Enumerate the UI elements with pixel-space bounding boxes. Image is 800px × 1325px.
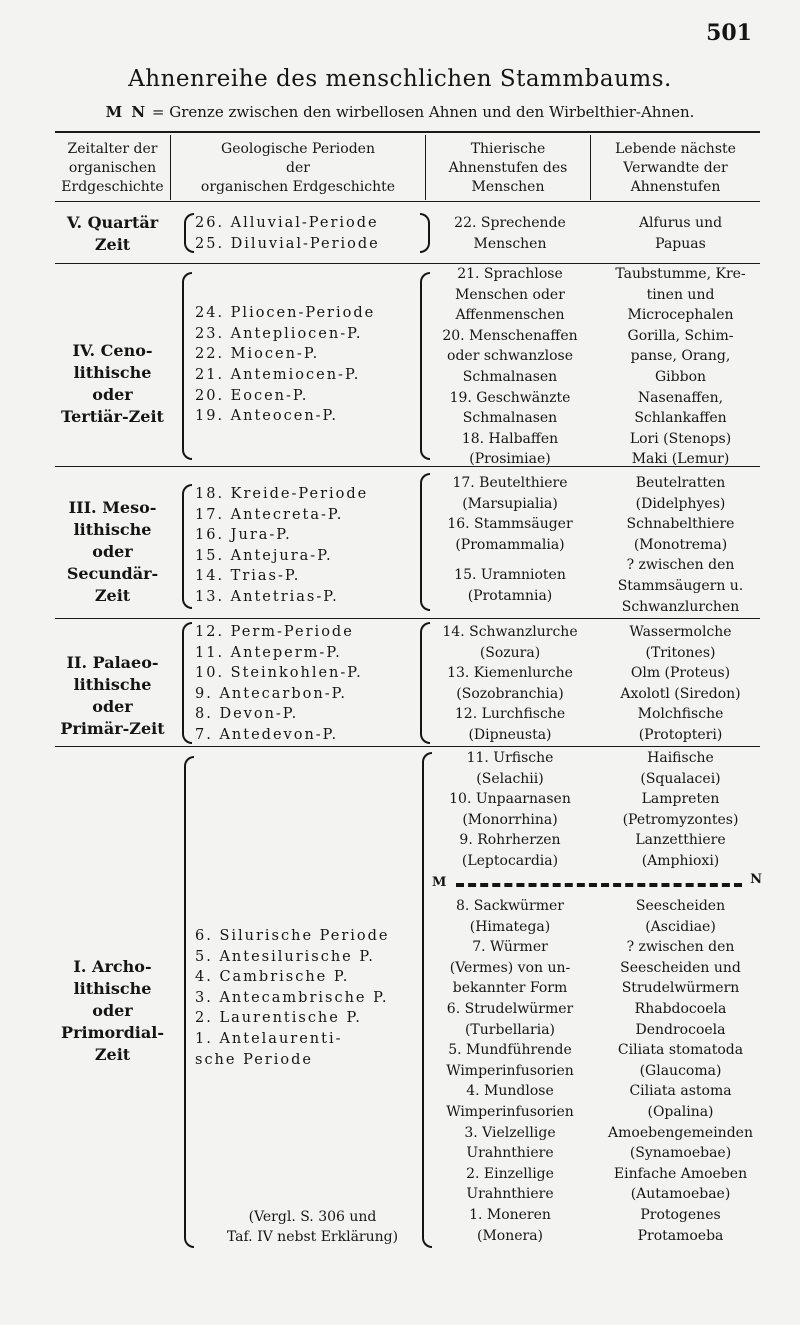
relatives-tertiaer <box>593 264 768 470</box>
subtitle-text: = Grenze zwischen den wirbellosen Ahnen und den Wirbelthier-Ahnen. <box>151 103 695 121</box>
relative-item: panse, Orang, <box>630 348 731 365</box>
relative-item: Haifische <box>647 750 714 766</box>
relative-item: Amoebengemeinden <box>608 1124 753 1141</box>
era-line: Zeit <box>94 586 131 605</box>
era-line: Zeit <box>94 235 131 254</box>
period-item: 7. Antedevon-P. <box>195 726 339 743</box>
relative-item: Seescheiden und <box>620 959 741 976</box>
relative-item: Alfurus und <box>638 215 723 231</box>
header-periods <box>171 140 425 197</box>
relative-item: Einfache Amoeben <box>613 1165 748 1182</box>
relatives-quartaer <box>593 213 768 254</box>
ancestor-item: (Protamnia) <box>467 587 553 604</box>
relatives-primordial-lower <box>593 896 768 1246</box>
relative-item: Protamoeba <box>637 1227 724 1244</box>
ancestor-item: 2. Einzellige <box>466 1165 554 1182</box>
ancestors-primaer <box>430 622 590 746</box>
page-number: 501 <box>706 20 752 46</box>
brace <box>182 622 192 744</box>
period-item: 16. Jura-P. <box>195 527 292 544</box>
era-line: IV. Ceno- <box>72 341 153 360</box>
ancestor-item: 6. Strudelwürmer <box>446 1000 574 1017</box>
relative-item: Taubstumme, Kre- <box>615 266 746 282</box>
period-item: sche Periode <box>195 1051 313 1068</box>
header-ancestors-line-3: Menschen <box>471 179 545 195</box>
relative-item: Beutelratten <box>635 475 726 491</box>
ancestor-item: Wimperinfusorien <box>446 1103 574 1120</box>
header-era <box>55 140 170 197</box>
periods-tertiaer <box>195 262 430 427</box>
period-item: 15. Antejura-P. <box>195 547 333 564</box>
era-line: II. Palaeo- <box>66 653 159 672</box>
era-line: III. Meso- <box>68 498 157 517</box>
period-item: 9. Antecarbon-P. <box>195 685 348 702</box>
relative-item: Dendrocoela <box>635 1021 726 1038</box>
period-item: 24. Pliocen-Periode <box>195 305 376 322</box>
header-relatives-line-2: Verwandte der <box>623 160 728 176</box>
ancestor-item: 17. Beutelthiere <box>452 475 568 491</box>
ancestor-item: (Prosimiae) <box>469 451 551 468</box>
ancestors-primordial-upper <box>430 748 590 872</box>
period-item: 22. Miocen-P. <box>195 346 320 363</box>
relatives-primordial-upper <box>593 748 768 872</box>
ancestors-quartaer <box>430 213 590 254</box>
header-relatives <box>591 140 760 197</box>
relative-item: Axolotl (Siredon) <box>620 685 741 702</box>
relative-item: Molchfische <box>637 706 724 723</box>
ancestor-item: (Himatega) <box>469 918 551 935</box>
ancestor-item: 3. Vielzellige <box>464 1124 556 1141</box>
header-ancestors-line-2: Ahnenstufen des <box>448 160 568 176</box>
era-line: lithische oder <box>73 675 152 716</box>
ancestor-item: Schmalnasen <box>462 410 558 427</box>
period-item: 26. Alluvial-Periode <box>195 215 379 231</box>
section-rule-4 <box>55 746 760 747</box>
ancestor-item: Urahnthiere <box>466 1145 554 1162</box>
ancestor-item: (Turbellaria) <box>464 1021 556 1038</box>
relative-item: Nasenaffen, <box>637 389 724 406</box>
ancestor-item: 8. Sackwürmer <box>455 898 564 914</box>
period-item: 14. Trias-P. <box>195 568 301 585</box>
period-item: 11. Anteperm-P. <box>195 644 342 661</box>
section-rule-3 <box>55 618 760 619</box>
header-relatives-line-3: Ahnenstufen <box>630 179 721 195</box>
brace <box>182 484 192 609</box>
period-item: 23. Antepliocen-P. <box>195 325 363 342</box>
ancestor-item: Urahnthiere <box>466 1186 554 1203</box>
page-title: Ahnenreihe des menschlichen Stammbaums. <box>128 66 672 92</box>
ancestor-item: 5. Mundführende <box>448 1042 572 1059</box>
period-item: 6. Silurische Periode <box>195 928 390 944</box>
ancestor-item: (Sozura) <box>479 644 541 661</box>
relatives-primaer <box>593 622 768 746</box>
header-rule <box>55 201 760 202</box>
era-tertiaer <box>55 340 170 428</box>
ancestor-item: 19. Geschwänzte <box>449 389 571 406</box>
brace <box>182 272 192 460</box>
ancestor-item: Menschen <box>473 235 547 252</box>
ancestor-item: bekannter Form <box>452 980 568 997</box>
ancestor-item: 20. Menschenaffen <box>442 327 578 344</box>
ancestor-item: oder schwanzlose <box>447 348 573 365</box>
era-line: Primordial- <box>61 1023 164 1042</box>
ancestor-item: (Sozobranchia) <box>456 685 564 702</box>
relative-item: Lampreten <box>641 791 720 808</box>
relative-item: (Synamoebae) <box>629 1145 732 1162</box>
ancestor-item: Menschen oder <box>455 286 565 303</box>
era-line: Tertiär-Zeit <box>61 407 164 426</box>
relative-item: Microcephalen <box>627 307 734 324</box>
period-item: 25. Diluvial-Periode <box>195 235 380 252</box>
ancestor-item: 16. Stammsäuger <box>447 516 573 533</box>
period-item <box>195 262 430 283</box>
ancestor-item: 12. Lurchfische <box>454 706 566 723</box>
relative-item: (Squalacei) <box>640 770 721 787</box>
relative-item: Wassermolche <box>629 624 732 640</box>
relative-item: (Tritones) <box>645 644 716 661</box>
period-item: 13. Antetrias-P. <box>195 588 339 605</box>
relative-item: Maki (Lemur) <box>631 451 730 468</box>
relative-item: Ciliata stomatoda <box>617 1042 744 1059</box>
header-periods-line-1: Geologische Perioden <box>221 141 375 157</box>
top-rule <box>55 131 760 133</box>
subtitle <box>0 103 800 121</box>
era-line: Zeit <box>94 1045 131 1064</box>
relative-item: Gorilla, Schim- <box>627 327 734 344</box>
ancestor-item: 11. Urfische <box>466 750 554 766</box>
spacer <box>430 555 590 565</box>
ancestor-item: 1. Moneren <box>469 1206 551 1223</box>
brace <box>420 272 430 460</box>
mn-dashed-rule <box>456 883 742 887</box>
ancestor-item: (Dipneusta) <box>468 726 552 743</box>
relative-item: (Petromyzontes) <box>622 811 739 828</box>
note-line: Taf. IV nebst Erklärung) <box>226 1229 399 1245</box>
relative-item: Protogenes <box>640 1206 721 1223</box>
period-item: 10. Steinkohlen-P. <box>195 665 363 682</box>
era-line: lithische oder <box>73 979 152 1020</box>
ancestor-item: 18. Halbaffen <box>461 430 559 447</box>
relative-item: Schlankaffen <box>634 410 727 427</box>
brace <box>420 213 430 253</box>
ancestor-item: 9. Rohrherzen <box>459 832 561 849</box>
era-line: I. Archo- <box>73 957 152 976</box>
header-periods-line-2: der <box>286 160 310 176</box>
ancestor-item: (Monorrhina) <box>462 811 558 828</box>
relative-item: (Opalina) <box>647 1103 714 1120</box>
relatives-secundaer <box>593 473 768 617</box>
ancestor-item: (Selachii) <box>476 770 544 787</box>
period-item: 17. Antecreta-P. <box>195 506 344 523</box>
note-line: (Vergl. S. 306 und <box>248 1209 377 1225</box>
relative-item: (Glaucoma) <box>639 1062 722 1079</box>
ancestor-item: 22. Sprechende <box>454 215 566 231</box>
relative-item: Stammsäugern u. <box>617 577 744 594</box>
period-item: 19. Anteocen-P. <box>195 408 338 425</box>
era-quartaer <box>55 212 170 256</box>
era-line: Secundär- <box>66 564 159 583</box>
period-item: 20. Eocen-P. <box>195 387 309 404</box>
mn-left-label: M <box>432 875 447 890</box>
ancestor-item: Affenmenschen <box>455 307 565 324</box>
period-item: 4. Cambrische P. <box>195 969 350 986</box>
period-item: 12. Perm-Periode <box>195 624 354 640</box>
relative-item: ? zwischen den <box>626 557 735 574</box>
period-item: 1. Antelaurenti- <box>195 1030 343 1047</box>
ancestor-item: (Leptocardia) <box>461 852 559 869</box>
ancestor-item: Schmalnasen <box>462 368 558 385</box>
header-era-line-2: organischen <box>68 160 157 176</box>
periods-quartaer <box>195 213 430 254</box>
header-relatives-line-1: Lebende nächste <box>615 141 736 157</box>
period-item: 8. Devon-P. <box>195 706 299 723</box>
era-line: V. Quartär <box>66 213 159 232</box>
relative-item: (Didelphyes) <box>635 495 726 512</box>
relative-item: Schwanzlurchen <box>621 598 740 615</box>
relative-item: (Ascidiae) <box>645 918 716 935</box>
period-item: 2. Laurentische P. <box>195 1010 362 1027</box>
header-era-line-1: Zeitalter der <box>67 141 158 157</box>
relative-item: tinen und <box>646 286 715 303</box>
era-line: lithische oder <box>73 363 152 404</box>
relative-item: Olm (Proteus) <box>630 665 731 682</box>
brace <box>420 622 430 744</box>
relative-item: Ciliata astoma <box>629 1083 732 1100</box>
ancestor-item: 4. Mundlose <box>466 1083 554 1100</box>
relative-item: Lori (Stenops) <box>629 430 732 447</box>
periods-secundaer <box>195 484 430 608</box>
periods-primaer <box>195 622 430 746</box>
relative-item: Gibbon <box>654 368 707 385</box>
era-secundaer <box>55 497 170 607</box>
ancestor-item: (Promammalia) <box>455 536 565 553</box>
relative-item: Schnabelthiere <box>626 516 735 533</box>
period-item <box>195 283 430 304</box>
header-periods-line-3: organischen Erdgeschichte <box>200 179 396 195</box>
header-ancestors-line-1: Thierische <box>470 141 546 157</box>
reference-note <box>195 1207 430 1247</box>
header-era-line-3: Erdgeschichte <box>61 179 164 195</box>
relative-item: (Autamoebae) <box>630 1186 731 1203</box>
mn-boundary-line <box>432 872 762 893</box>
brace <box>420 473 430 611</box>
era-primaer <box>55 652 170 740</box>
mn-label: M N <box>105 103 148 121</box>
brace <box>184 213 194 253</box>
era-line: lithische oder <box>73 520 152 561</box>
ancestor-item: (Vermes) von un- <box>449 959 571 976</box>
era-primordial <box>55 956 170 1066</box>
ancestor-item: Wimperinfusorien <box>446 1062 574 1079</box>
period-item: 3. Antecambrische P. <box>195 989 389 1006</box>
relative-item: (Protopteri) <box>638 726 723 743</box>
ancestor-item: 14. Schwanzlurche <box>442 624 578 640</box>
brace <box>184 756 194 1248</box>
period-item: 18. Kreide-Periode <box>195 486 369 502</box>
ancestors-tertiaer <box>430 264 590 470</box>
relative-item: Strudelwürmern <box>621 980 740 997</box>
relative-item: Rhabdocoela <box>634 1000 727 1017</box>
ancestor-item: 7. Würmer <box>472 939 548 956</box>
period-item: 21. Antemiocen-P. <box>195 366 361 383</box>
ancestor-item: (Monera) <box>476 1227 544 1244</box>
relative-item: Seescheiden <box>635 898 726 914</box>
relative-item: Lanzetthiere <box>635 832 726 849</box>
ancestors-primordial-lower <box>430 896 590 1246</box>
relative-item: (Monotrema) <box>633 536 728 553</box>
ancestor-item: 15. Uramnioten <box>454 567 566 584</box>
period-item: 5. Antesilurische P. <box>195 948 375 965</box>
relative-item: (Amphioxi) <box>641 852 720 869</box>
relative-item: Papuas <box>655 235 706 252</box>
ancestor-item: 13. Kiemenlurche <box>447 665 573 682</box>
ancestors-secundaer <box>430 473 590 607</box>
ancestor-item: 21. Sprachlose <box>457 266 563 282</box>
era-line: Primär-Zeit <box>60 719 165 738</box>
ancestor-item: (Marsupialia) <box>462 495 558 512</box>
relative-item: ? zwischen den <box>626 939 735 956</box>
mn-right-label: N <box>750 872 762 887</box>
periods-primordial <box>195 926 430 1070</box>
ancestor-item: 10. Unpaarnasen <box>449 791 571 808</box>
header-ancestors <box>426 140 590 197</box>
